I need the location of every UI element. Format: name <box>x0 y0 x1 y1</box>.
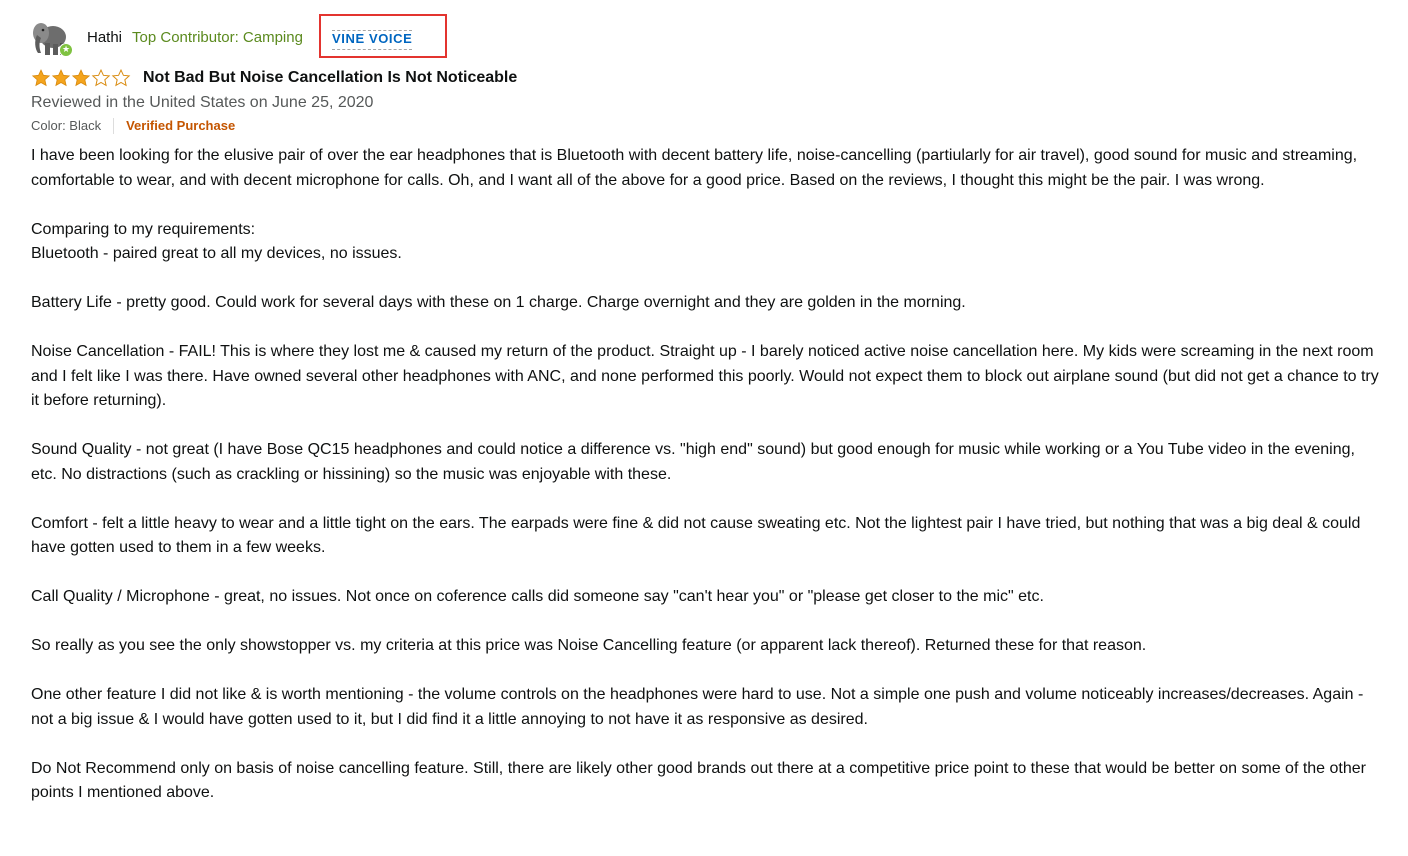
review-paragraph: One other feature I did not like & is worth mentioning - the volume controls on the headphones were hard to use. Not a simple one push and volume noticeably increases/decreases. Again - not a big issue & I would have gotten used to it, but I did find it a little annoying to not have it as responsive as desired. <box>31 686 1364 728</box>
star-filled-icon <box>51 68 71 88</box>
review-paragraph: Do Not Recommend only on basis of noise cancelling feature. Still, there are likely other good brands out there at a competitive price point to these that would be better on some of the other points I mentioned above. <box>31 759 1366 801</box>
star-badge-icon: ★ <box>59 43 73 57</box>
review-title-row <box>31 66 1381 90</box>
review-paragraph: So really as you see the only showstopper vs. my criteria at this price was Noise Cancelling feature (or apparent lack thereof). Returned these for that reason. <box>31 637 1147 654</box>
review-paragraph: Comparing to my requirements: <box>31 220 256 238</box>
review-paragraph: Bluetooth - paired great to all my devices, no issues. <box>31 245 402 262</box>
reviewer-profile <box>31 16 1381 58</box>
review-paragraph: Battery Life - pretty good. Could work for several days with these on 1 charge. Charge overnight and they are golden in the morning. <box>31 294 966 311</box>
star-empty-icon <box>111 68 131 88</box>
avatar[interactable] <box>31 17 71 57</box>
review-paragraph: I have been looking for the elusive pair of over the ear headphones that is Bluetooth with decent battery life, noise-cancelling (partiularly for air travel), good sound for music and streaming, comfortable to wear, and with decent microphone for calls. Oh, and I want all of the above for a good price. Based on the reviews, I thought this might be the pair. I was wrong. <box>31 147 1358 189</box>
contributor-badge[interactable]: Top Contributor: Camping <box>132 28 303 46</box>
meta-divider <box>113 118 114 134</box>
review-paragraph: Comfort - felt a little heavy to wear and a little tight on the ears. The earpads were fine & did not cause sweating etc. Not the lightest pair I have tried, but nothing that was a big deal & could have gotten used to them in a few weeks. <box>31 514 1361 556</box>
review-paragraph: Call Quality / Microphone - great, no issues. Not once on coference calls did someone say "can't hear you" or "please get closer to the mic" etc. <box>31 588 1044 605</box>
review-meta <box>31 116 1381 136</box>
star-filled-icon <box>71 68 91 88</box>
vine-voice-badge[interactable]: VINE VOICE <box>332 30 412 50</box>
review-title[interactable]: Not Bad But Noise Cancellation Is Not Noticeable <box>143 69 518 86</box>
verified-purchase-badge: Verified Purchase <box>126 118 236 133</box>
star-rating <box>31 68 131 88</box>
review-body <box>31 144 1381 806</box>
color-variant[interactable]: Color: Black <box>31 118 102 133</box>
review-date: Reviewed in the United States on June 25, 2020 <box>31 94 374 111</box>
star-filled-icon <box>31 68 51 88</box>
review-paragraph: Noise Cancellation - FAIL! This is where they lost me & caused my return of the product. Straight up - I barely noticed active noise cancellation here. My kids were screaming in the next room and I felt like I was there. Have owned several other headphones with ANC, and none performed this poorly. Would not expect them to block out airplane sound (but did not get a chance to try it before returning). <box>31 343 1379 409</box>
star-empty-icon <box>91 68 111 88</box>
review-card <box>31 16 1381 830</box>
review-paragraph: Sound Quality - not great (I have Bose QC15 headphones and could notice a difference vs. "high end" sound) but good enough for music while working or a You Tube video in the evening, etc. No distractions (such as crackling or hissining) so the music was enjoyable with these. <box>31 441 1355 483</box>
reviewer-name[interactable]: Hathi <box>87 28 123 46</box>
